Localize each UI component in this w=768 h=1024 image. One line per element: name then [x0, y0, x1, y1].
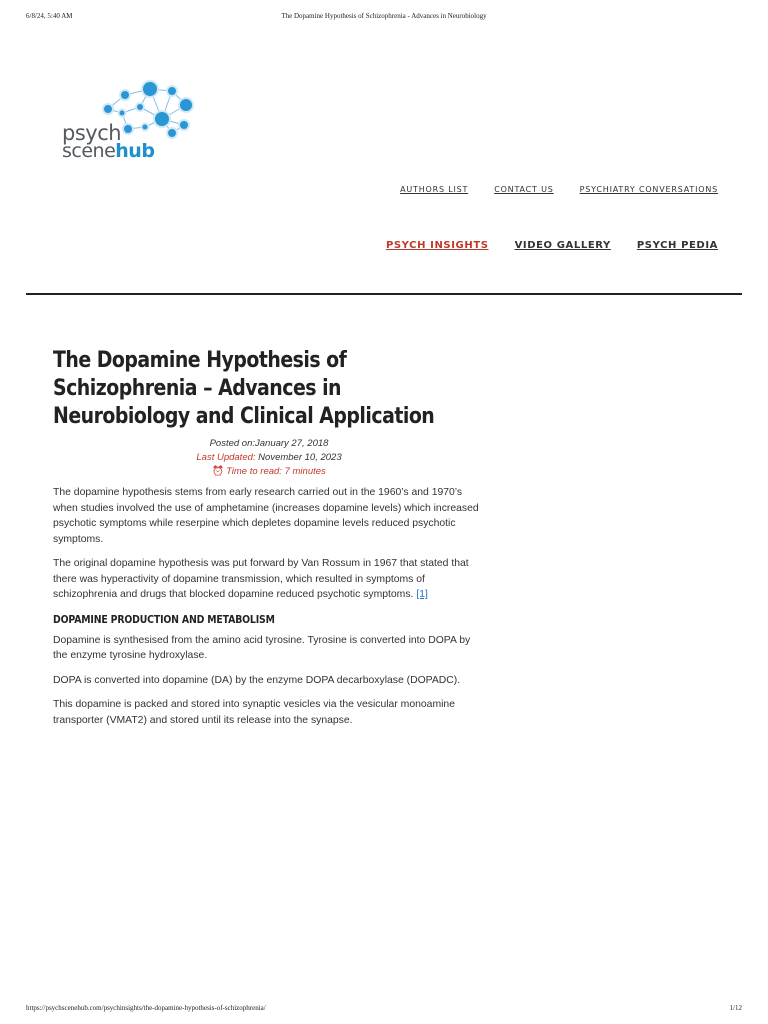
nav-video-gallery[interactable]: VIDEO GALLERY: [514, 240, 611, 251]
updated-date: November 10, 2023: [258, 452, 342, 463]
article-meta: [53, 437, 485, 479]
section-heading-dopamine-production: DOPAMINE PRODUCTION AND METABOLISM: [53, 612, 275, 626]
main-nav: [386, 240, 718, 251]
read-time-text: Time to read: 7 minutes: [226, 466, 326, 477]
nav-psych-insights[interactable]: PSYCH INSIGHTS: [385, 240, 489, 251]
posted-label: Posted on:: [209, 438, 255, 449]
print-page-number: 1/12: [729, 1004, 742, 1012]
updated-label: Last Updated:: [196, 452, 256, 463]
nav-contact-us[interactable]: CONTACT US: [494, 185, 554, 194]
paragraph-vmat2: This dopamine is packed and stored into synaptic vesicles via the vesicular monoamine transporter (VMAT2) and stored until its release into the synapse.: [53, 699, 455, 726]
paragraph-dopa-conversion: DOPA is converted into dopamine (DA) by the enzyme DOPA decarboxylase (DOPADC).: [53, 674, 461, 686]
alarm-clock-icon: ⏰: [212, 466, 225, 477]
paragraph-van-rossum-text: The original dopamine hypothesis was put forward by Van Rossum in 1967 that stated that there was hyperactivity of dopamine transmission, which resulted in symptoms of schizophrenia and drugs that blocked dopamine reduced psychotic symptoms.: [53, 558, 469, 600]
paragraph-van-rossum: [53, 556, 485, 603]
header-divider: [26, 293, 742, 295]
posted-date: January 27, 2018: [255, 438, 329, 449]
top-nav: [400, 185, 718, 194]
nav-authors-list[interactable]: AUTHORS LIST: [400, 185, 469, 194]
nav-psych-pedia[interactable]: PSYCH PEDIA: [636, 240, 718, 251]
article-title: The Dopamine Hypothesis of Schizophrenia – Advances in Neurobiology and Clinical Application: [53, 348, 435, 429]
paragraph-intro: The dopamine hypothesis stems from early research carried out in the 1960’s and 1970’s when studies involved the use of amphetamine (increases dopamine levels) which increased psychotic symptoms while reserpine which depletes dopamine levels reduced psychotic symptoms.: [53, 487, 479, 545]
last-updated: [53, 451, 485, 465]
posted-on: [53, 437, 485, 451]
logo-word-scene: scene: [62, 140, 116, 162]
reference-link-1[interactable]: [1]: [416, 589, 428, 600]
logo-wordmark: [62, 123, 154, 161]
nav-psychiatry-conversations[interactable]: PSYCHIATRY CONVERSATIONS: [579, 185, 718, 194]
paragraph-synthesis: Dopamine is synthesised from the amino acid tyrosine. Tyrosine is converted into DOPA by the enzyme tyrosine hydroxylase.: [53, 634, 471, 661]
logo-word-psych: psych: [62, 121, 122, 145]
logo-word-hub: hub: [115, 140, 155, 162]
read-time: [53, 465, 485, 479]
print-url: https://psychscenehub.com/psychinsights/the-dopamine-hypothesis-of-schizophrenia/: [26, 1004, 266, 1012]
print-title: The Dopamine Hypothesis of Schizophrenia - Advances in Neurobiology: [281, 12, 487, 20]
article: [53, 347, 485, 737]
site-logo[interactable]: [60, 75, 210, 175]
print-date: 6/8/24, 5:40 AM: [26, 12, 73, 20]
